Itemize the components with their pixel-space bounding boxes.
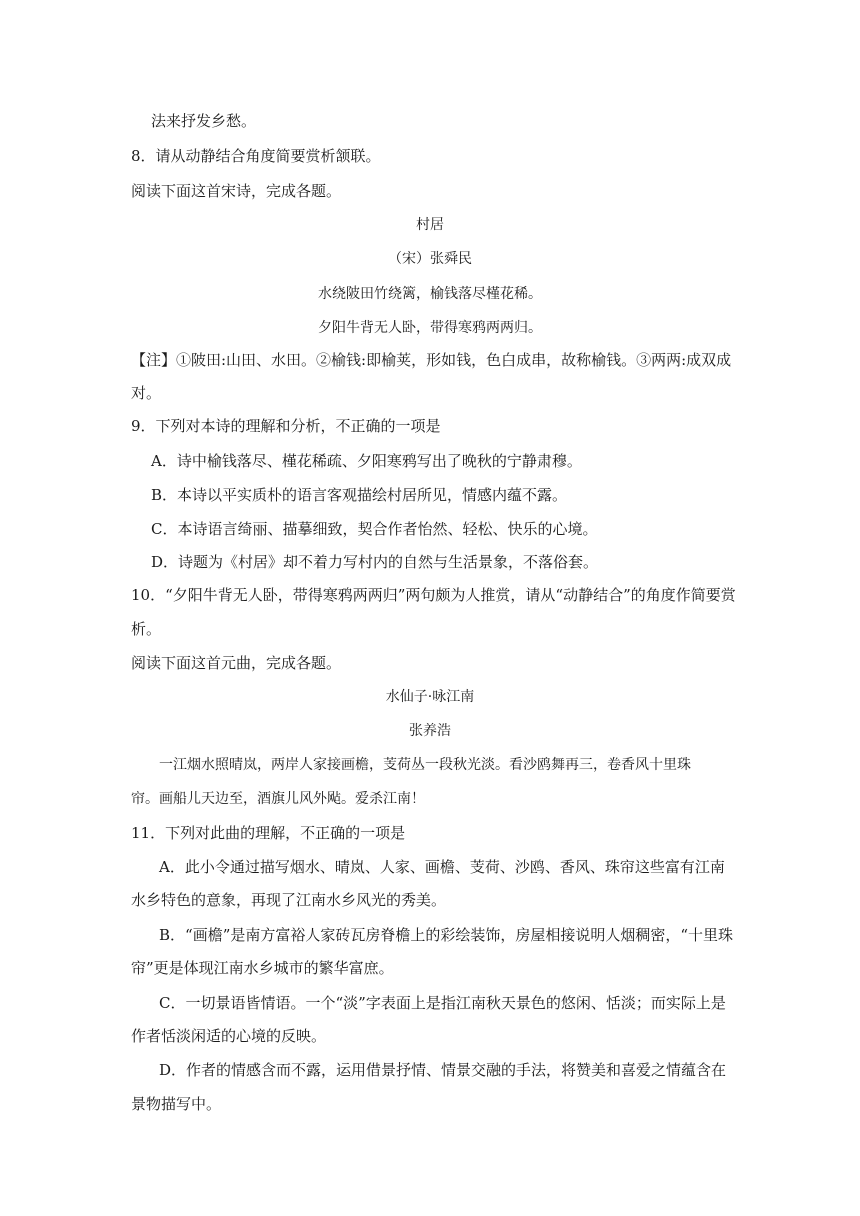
poem-line-1: 水绕陂田竹绕篱，榆钱落尽槿花稀。 [318, 286, 542, 302]
text-line: 法来抒发乡愁。 [151, 112, 257, 130]
question-10-cont: 析。 [131, 620, 162, 638]
poem-line-2: 夕阳牛背无人卧，带得寒鸦两两归。 [318, 320, 542, 336]
option-c: C．本诗语言绮丽、描摹细致，契合作者怡然、轻松、快乐的心境。 [151, 520, 598, 538]
option-b-cont: 帘”更是体现江南水乡城市的繁华富庶。 [131, 959, 394, 977]
option-c-cont: 作者恬淡闲适的心境的反映。 [131, 1027, 327, 1045]
qu-title: 水仙子·咏江南 [385, 689, 475, 705]
option-a: A．此小令通过描写烟水、晴岚、人家、画檐、芰荷、沙鸥、香风、珠帘这些富有江南 [159, 858, 725, 876]
poem-title: 村居 [416, 217, 444, 233]
option-a-cont: 水乡特色的意象，再现了江南水乡风光的秀美。 [131, 891, 447, 909]
reading-instruction: 阅读下面这首宋诗，完成各题。 [131, 182, 342, 200]
qu-text-line-2: 帘。画船儿天边至，酒旗儿风外飐。爱杀江南！ [131, 791, 425, 807]
option-c: C．一切景语皆情语。一个“淡”字表面上是指江南秋天景色的悠闲、恬淡；而实际上是 [159, 994, 726, 1012]
option-b: B．本诗以平实质朴的语言客观描绘村居所见，情感内蕴不露。 [151, 486, 568, 504]
option-d-cont: 景物描写中。 [131, 1095, 222, 1113]
poem-author: （宋）张舜民 [388, 251, 472, 267]
option-d: D．作者的情感含而不露，运用借景抒情、情景交融的手法，将赞美和喜爱之情蕴含在 [159, 1061, 727, 1079]
question-11: 11．下列对此曲的理解，不正确的一项是 [131, 824, 406, 842]
annotation-note: 【注】①陂田:山田、水田。②榆钱:即榆荚，形如钱，色白成串，故称榆钱。③两两:成双成 [131, 351, 732, 369]
reading-instruction: 阅读下面这首元曲，完成各题。 [131, 654, 342, 672]
question-8: 8．请从动静结合角度简要赏析颔联。 [131, 147, 381, 165]
option-b: B．“画檐”是南方富裕人家砖瓦房脊檐上的彩绘装饰，房屋相接说明人烟稠密，“十里珠 [159, 926, 734, 944]
option-a: A．诗中榆钱落尽、槿花稀疏、夕阳寒鸦写出了晚秋的宁静肃穆。 [151, 452, 582, 470]
qu-text-line-1: 一江烟水照晴岚，两岸人家接画檐，芰荷丛一段秋光淡。看沙鸥舞再三，卷香风十里珠 [159, 757, 691, 773]
question-10: 10．“夕阳牛背无人卧，带得寒鸦两两归”两句颇为人推赏，请从“动静结合”的角度作简要赏 [131, 586, 736, 604]
question-9: 9．下列对本诗的理解和分析，不正确的一项是 [131, 417, 441, 435]
annotation-note-cont: 对。 [131, 384, 162, 402]
qu-author: 张养浩 [409, 723, 451, 739]
option-d: D．诗题为《村居》却不着力写村内的自然与生活景象，不落俗套。 [151, 553, 599, 571]
